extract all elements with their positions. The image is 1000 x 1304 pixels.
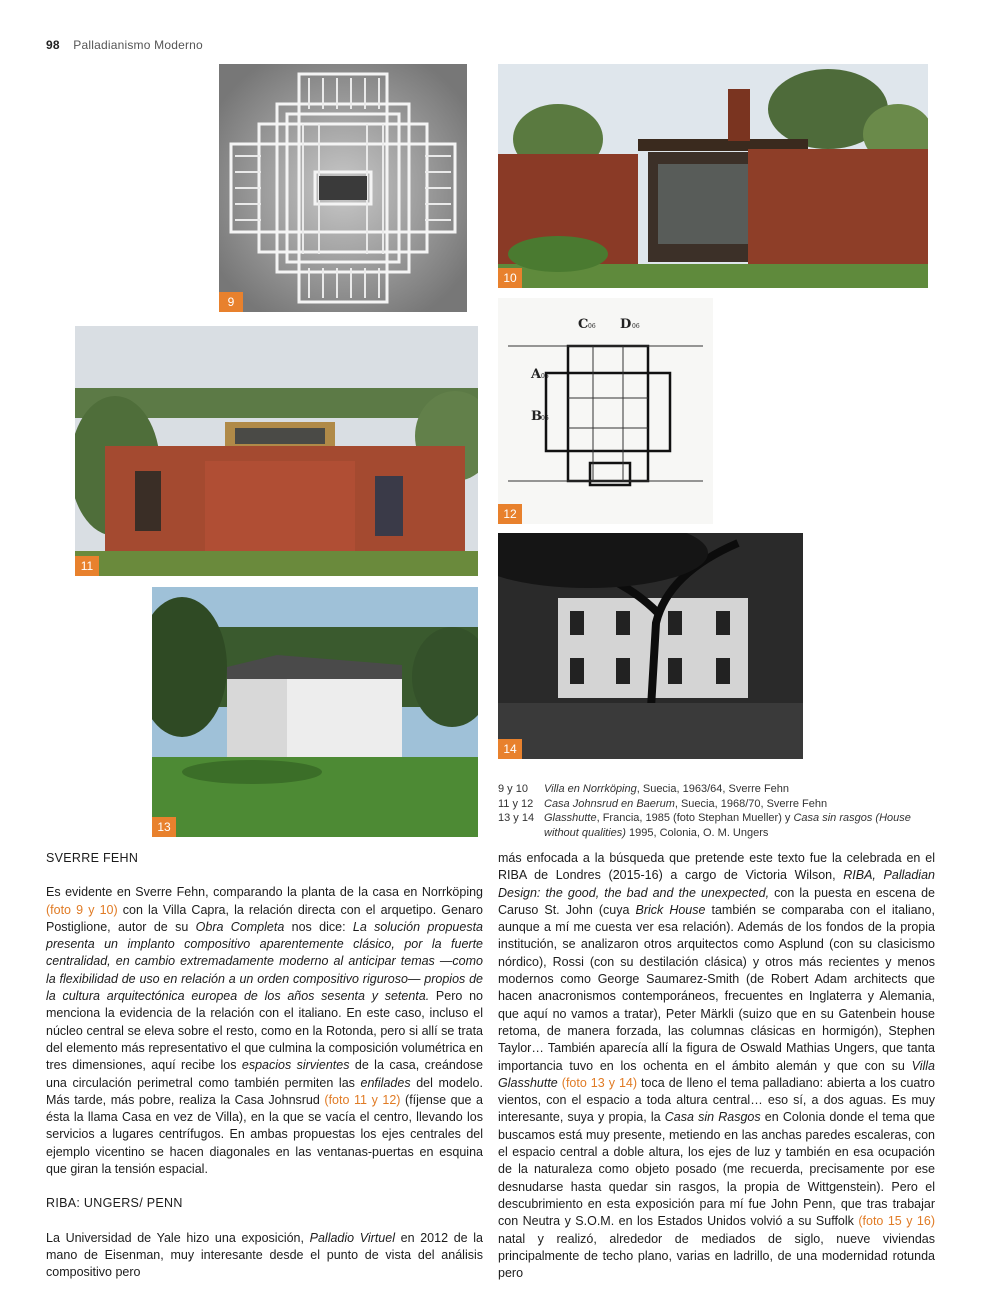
- caption-row: [498, 811, 918, 840]
- body-paragraph: [46, 884, 483, 1178]
- figure-number-badge: 14: [498, 739, 522, 759]
- floor-plan-drawing: [498, 298, 713, 524]
- plan-label-c: C: [578, 317, 589, 332]
- caption-row: [498, 782, 918, 797]
- section-heading: RIBA: UNGERS/ PENN: [46, 1196, 183, 1211]
- casa-johnsrud-photo: [75, 326, 478, 576]
- text-run: del modelo. Más tarde, más pobre, realiza la Casa Johnsrud: [46, 1075, 483, 1107]
- caption-run: Villa en Norrköping: [544, 783, 637, 795]
- running-title: Palladianismo Moderno: [73, 38, 203, 52]
- text-run: Es evidente en Sverre Fehn, comparando la planta de la casa en Norrköping: [46, 885, 483, 900]
- caption-number: 9 y 10: [498, 783, 528, 795]
- figure-reference: (foto 9 y 10): [46, 902, 118, 917]
- caption-run: Glasshutte: [544, 812, 597, 824]
- figure-captions: [498, 782, 918, 840]
- page-number: 98: [46, 38, 60, 52]
- figure-reference: (foto 13 y 14): [561, 1075, 638, 1090]
- figure-reference: (foto 11 y 12): [324, 1092, 401, 1107]
- right-column: [498, 850, 935, 1282]
- figure-number-badge: 12: [498, 504, 522, 524]
- text-run: espacios sirvientes: [241, 1058, 350, 1073]
- text-run: en 2012 de la mano de Eisenman, muy interesante desde el punto de vista del análisis compositivo pero: [46, 1230, 483, 1280]
- caption-run: , Suecia, 1963/64, Sverre Fehn: [636, 783, 790, 795]
- figure-13-photo: [152, 587, 478, 837]
- text-run: Casa sin Rasgos: [664, 1110, 761, 1125]
- text-run: Obra Completa: [195, 919, 285, 934]
- plan-label-suffix: 06: [632, 323, 640, 330]
- plan-model-illustration: [219, 64, 467, 312]
- text-run: Palladio Virtuel: [309, 1230, 395, 1245]
- text-run: natal y realizó, alrededor de mediados de siglo, nueve viviendas principalmente de techo plano, varias en ladrillo, de una modernidad rotunda pero: [498, 1231, 935, 1281]
- caption-number: 11 y 12: [498, 797, 534, 810]
- glasshutte-photo: [152, 587, 478, 837]
- figure-number-badge: 9: [219, 292, 243, 312]
- figure-10-photo: [498, 64, 928, 288]
- text-run: Pero no menciona la evidencia de la relación con el italiano. En este caso, incluso el núcleo central se eleva sobre el resto, como en la Rotonda, pero si allí se trata del elemento más representativo el que culmina la composición volumétrica en tres dimensiones, aquí recibe los: [46, 989, 483, 1073]
- caption-text: [544, 811, 918, 840]
- figure-11-photo: [75, 326, 478, 576]
- plan-label-b: B: [531, 409, 542, 424]
- left-column: [46, 850, 483, 1282]
- text-run: más enfocada a la búsqueda que pretende este texto fue la celebrada en el RIBA de Londres (2015-16) a cargo de Victoria Wilson,: [498, 851, 935, 883]
- body-paragraph: [498, 850, 935, 1282]
- figure-14-photo: [498, 533, 803, 759]
- running-header: [46, 38, 203, 52]
- caption-row: [498, 797, 918, 812]
- caption-text: [544, 797, 918, 812]
- body-paragraph: [46, 1230, 483, 1282]
- text-run: de la casa, creándose una circulación perimetral como también permiten las: [46, 1058, 483, 1090]
- figure-number-badge: 13: [152, 817, 176, 837]
- caption-run: Casa sin rasgos (House without qualities): [544, 812, 911, 839]
- plan-label-a: A: [531, 367, 542, 382]
- text-run: toca de lleno el tema palladiano: abierta a los cuatro vientos, con el espacio a toda altura central… eso sí, a dos aguas. Es muy interesante, suya y propia, la: [498, 1075, 935, 1125]
- plan-label-suffix: 06: [541, 415, 549, 422]
- brick-villa-photo: [498, 64, 928, 288]
- text-run: (fíjense que a ésta la llama Casa en vez de Villa), en la que se vacía el centro, llevando los servicios a lugares centrífugos. En ambas propuestas los ejes centrales del ejemplo vicentino se hacen diagonales en las ventanas-puertas en esquina que giran la tensión espacial.: [46, 1092, 484, 1177]
- text-run: nos dice:: [284, 919, 353, 934]
- text-run: con la puesta en escena de Caruso St. John (cuya: [498, 885, 935, 917]
- plan-label-suffix: 06: [588, 323, 596, 330]
- text-run: Brick House: [635, 902, 706, 917]
- text-run: RIBA, Palladian Design: the good, the bad and the unexpected,: [498, 868, 935, 900]
- caption-number: 13 y 14: [498, 812, 535, 824]
- text-run: también se comparaba con el italiano, aunque a mí me cuesta ver esa relación). Además de los fondos de la propia institución, se analizaron otros arquitectos como Asplund (con su clasicismo nórdico), Rossi (con su destilación clásica) y otros más recientes y menos modernos como George Saumarez-Smith (de Robert Adam architects que hacen anacronismos contemporáneos, frecuentes en Inglaterra y Alemania, que aquí no vamos a tratar), Peter Märkli (suizo que en su Gatenbein house retoma, de manera forzada, las columnas clásicas en hormigón), Stephen Taylor… También aparecía allí la figura de Oswald Mathias Ungers, que tanta importancia tuvo en los ochenta en el ámbito alemán y que con su: [498, 902, 935, 1073]
- plan-label-suffix: 06: [541, 373, 549, 380]
- plan-label-d: D: [620, 317, 632, 332]
- caption-run: 1995, Colonia, O. M. Ungers: [625, 826, 769, 839]
- figure-number-badge: 10: [498, 268, 522, 288]
- figure-number-badge: 11: [75, 556, 99, 576]
- text-run: con la Villa Capra, la relación directa con el arquetipo. Genaro Postiglione, autor de su: [46, 902, 483, 934]
- caption-text: [544, 782, 918, 797]
- section-heading: SVERRE FEHN: [46, 851, 139, 865]
- figure-reference: (foto 15 y 16): [858, 1214, 935, 1229]
- text-run: La solución propuesta presenta un implanto compositivo aparentemente clásico, por la fuerte centralidad, en cambio extremadamente moderno al anticipar temas —como la flexibilidad de uso en relación a un orden compositivo riguroso— propios de la cultura arquitectónica europea de los años sesenta y setenta.: [46, 919, 483, 1004]
- caption-run: Casa Johnsrud en Baerum: [544, 797, 675, 810]
- text-run: en Colonia donde el tema que buscamos está muy presente, metiendo en las anchas paredes escaleras, con el espacio central a doble altura, los ejes de luz y también en esa ocupación de la naturaleza como objeto posado (me recuerda, precisamente por ese desnudarse hasta quedar sin rasgos, la propia de Wittgenstein). Pero el descubrimiento en esta exposición para mí fue John Penn, que tras trabajar con Neutra y S.O.M. en los Estados Unidos volvió a su Suffolk: [498, 1110, 935, 1229]
- text-run: enfilades: [360, 1075, 411, 1090]
- text-run: La Universidad de Yale hizo una exposición,: [46, 1230, 310, 1245]
- text-run: Villa Glasshutte: [498, 1058, 935, 1090]
- casa-sin-rasgos-photo: [498, 533, 803, 759]
- caption-run: , Suecia, 1968/70, Sverre Fehn: [674, 797, 828, 810]
- figure-9-plan-model: [219, 64, 467, 312]
- caption-run: , Francia, 1985 (foto Stephan Mueller) y: [596, 812, 794, 824]
- figure-12-plan: [498, 298, 713, 524]
